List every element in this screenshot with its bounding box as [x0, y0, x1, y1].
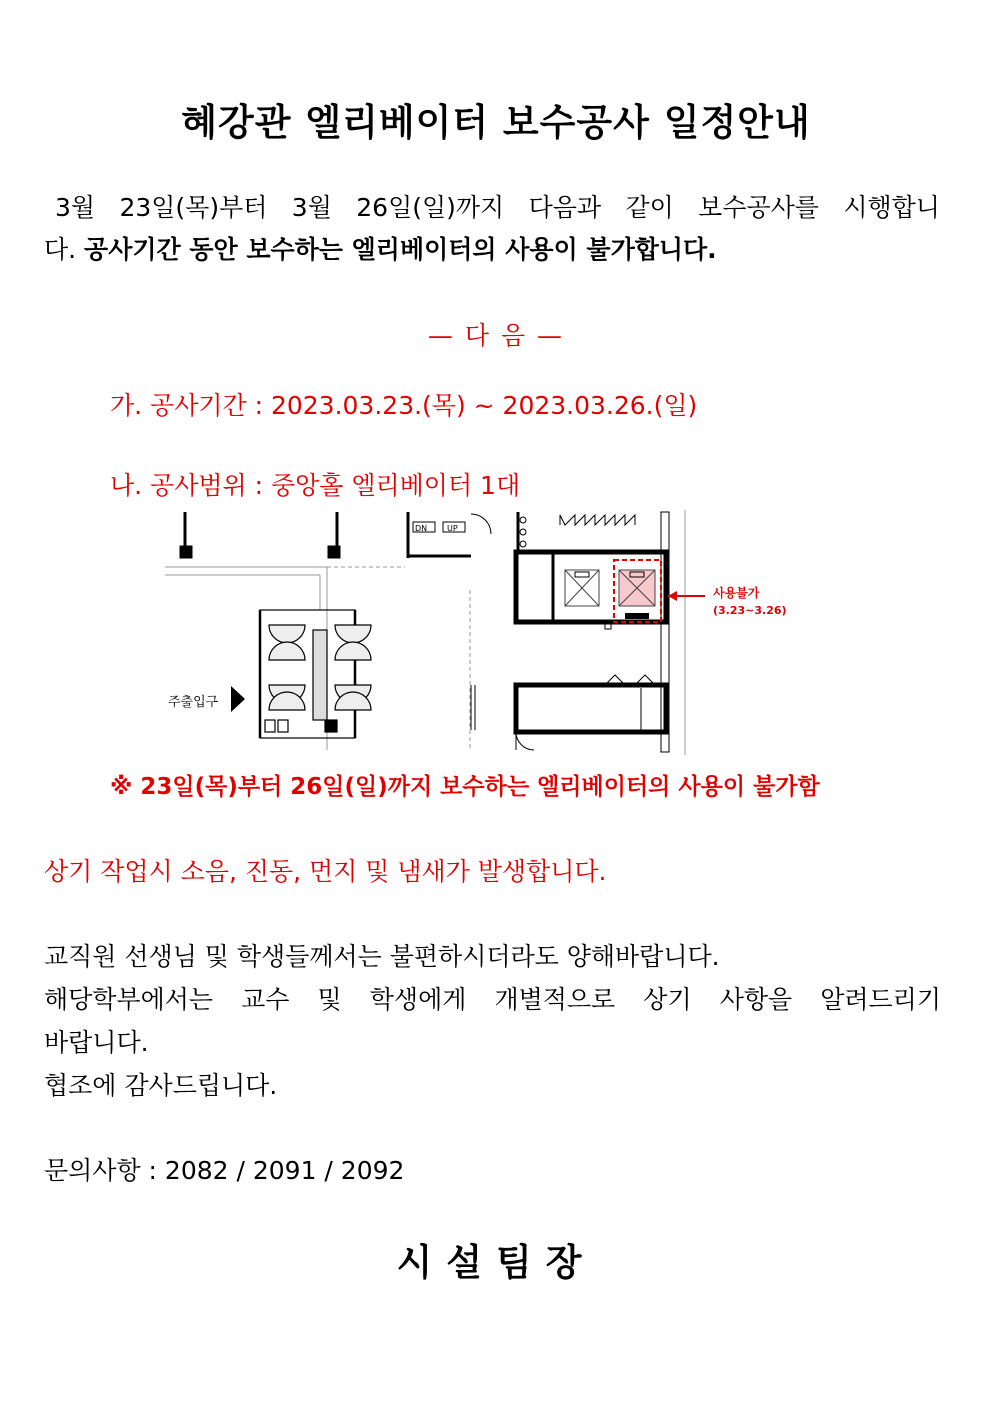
paragraph-notify-end: 바랍니다.	[44, 1028, 149, 1057]
signature: 시설팀장	[396, 1241, 596, 1284]
intro-line-2	[44, 230, 717, 266]
warning-text: 상기 작업시 소음, 진동, 먼지 및 냄새가 발생합니다.	[44, 857, 607, 886]
paragraph-word: 해당학부에서는	[44, 985, 214, 1014]
entrance-vestibule	[260, 610, 371, 738]
lower-room	[516, 675, 666, 750]
paragraph-word: 상기	[643, 985, 692, 1014]
intro-line-1	[55, 188, 940, 224]
unavailable-period: (3.23~3.26)	[713, 604, 787, 617]
stair-box	[408, 512, 491, 558]
elevator-core	[516, 510, 685, 755]
intro-word: 보수공사를	[698, 193, 819, 222]
section-heading: — 다 음 —	[427, 321, 565, 350]
paragraph-word: 알려드리기	[820, 985, 941, 1014]
intro-line-2-prefix: 다.	[44, 235, 85, 264]
contact-info: 문의사항 : 2082 / 2091 / 2092	[44, 1156, 405, 1185]
paragraph-word: 개별적으로	[494, 985, 616, 1014]
intro-word: 26일(일)까지	[356, 193, 505, 222]
paragraph-word: 사항을	[719, 985, 793, 1014]
intro-word: 시행합니	[843, 193, 940, 222]
paragraph-understanding: 교직원 선생님 및 학생들께서는 불편하시더라도 양해바랍니다.	[44, 942, 720, 971]
floor-plan-diagram	[165, 510, 815, 755]
paragraph-thanks: 협조에 감사드립니다.	[44, 1071, 278, 1100]
paragraph-word: 및	[317, 985, 342, 1014]
paragraph-notify	[44, 980, 941, 1016]
intro-word: 3월	[55, 193, 96, 222]
page-title: 혜강관 엘리베이터 보수공사 일정안내	[181, 101, 811, 144]
pointer-arrow-icon	[668, 591, 705, 601]
paragraph-word: 교수	[241, 985, 290, 1014]
item-period: 가. 공사기간 : 2023.03.23.(목) ~ 2023.03.26.(일)	[110, 391, 698, 420]
intro-word: 3월	[291, 193, 332, 222]
unavailable-elevator	[614, 560, 661, 622]
intro-word: 23일(목)부터	[119, 193, 268, 222]
unavailable-note: ※ 23일(목)부터 26일(일)까지 보수하는 엘리베이터의 사용이 불가함	[110, 774, 820, 800]
intro-word: 다음과	[528, 193, 602, 222]
item-scope: 나. 공사범위 : 중앙홀 엘리베이터 1대	[110, 471, 521, 500]
stair-label-dn: DN	[415, 524, 428, 533]
entrance-arrow-icon	[231, 686, 245, 712]
paragraph-word: 학생에게	[369, 985, 467, 1014]
unavailable-label: 사용불가	[713, 586, 760, 600]
entrance-label: 주출입구	[168, 695, 219, 710]
intro-emphasis: 공사기간 동안 보수하는 엘리베이터의 사용이 불가합니다.	[84, 235, 717, 264]
intro-word: 같이	[625, 193, 674, 222]
stair-label-up: UP	[447, 524, 458, 533]
